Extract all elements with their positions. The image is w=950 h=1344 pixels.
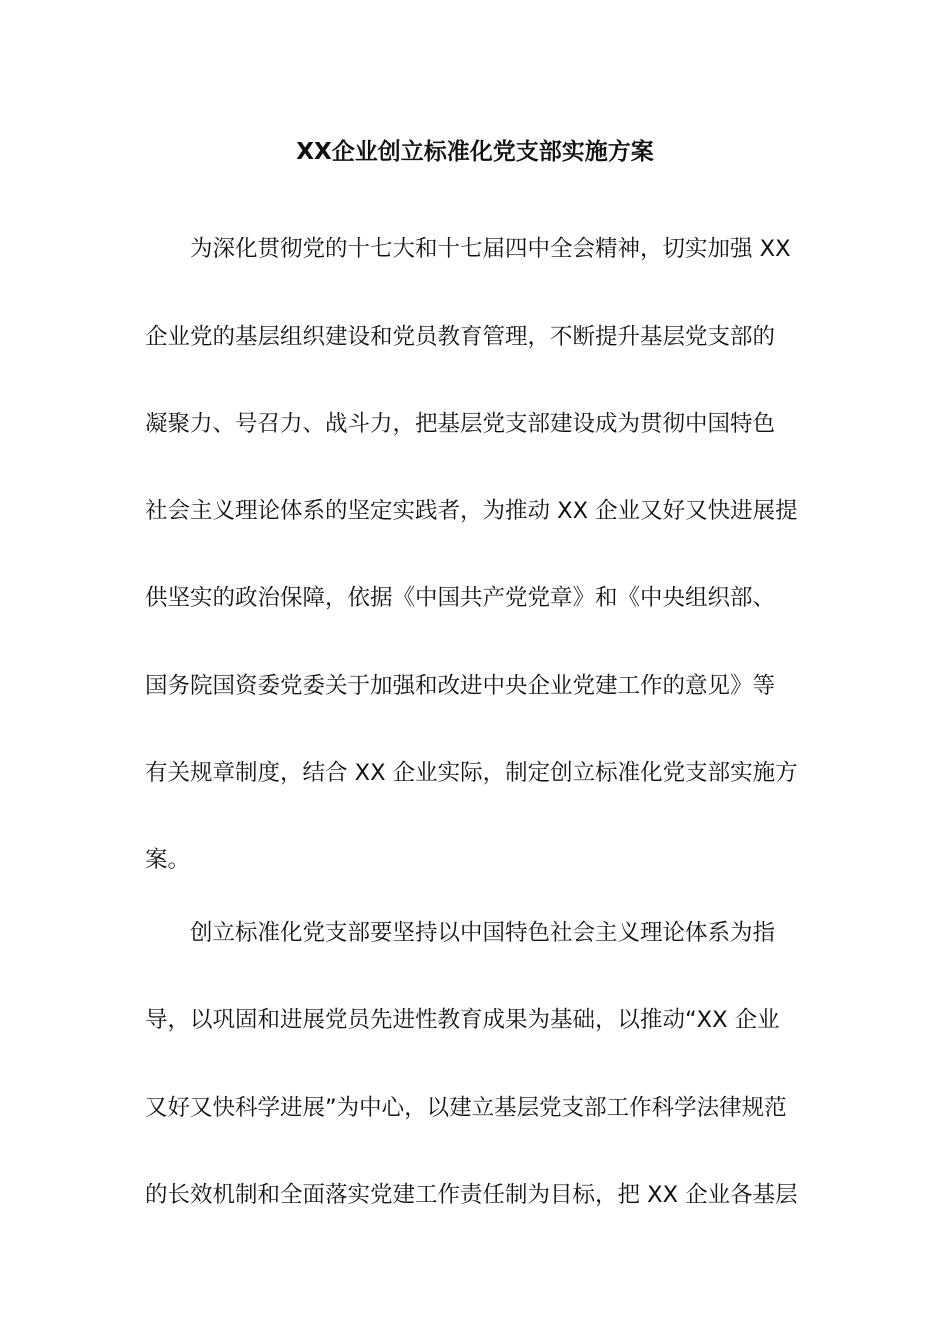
paragraph2-line-4: 的长效机制和全面落实党建工作责任制为目标，把 XX 企业各基层 — [145, 1182, 798, 1208]
paragraph1-line-5: 供坚实的政治保障，依据《中国共产党党章》和《中央组织部、 — [145, 585, 776, 611]
paragraph1-line-8: 案。 — [145, 847, 191, 873]
paragraph1-line-2: 企业党的基层组织建设和党员教育管理，不断提升基层党支部的 — [145, 324, 776, 350]
paragraph1-line-1: 为深化贯彻党的十七大和十七届四中全会精神，切实加强 XX — [190, 236, 791, 262]
document-title: XX企业创立标准化党支部实施方案 — [296, 139, 654, 165]
paragraph2-line-3: 又好又快科学进展”为中心，以建立基层党支部工作科学法律规范 — [145, 1095, 787, 1121]
paragraph2-line-1: 创立标准化党支部要坚持以中国特色社会主义理论体系为指 — [190, 920, 776, 946]
paragraph1-line-7: 有关规章制度，结合 XX 企业实际，制定创立标准化党支部实施方 — [145, 760, 798, 786]
paragraph1-line-6: 国务院国资委党委关于加强和改进中央企业党建工作的意见》等 — [145, 673, 776, 699]
paragraph2-line-2: 导，以巩固和进展党员先进性教育成果为基础，以推动“XX 企业 — [145, 1007, 780, 1033]
paragraph1-line-3: 凝聚力、号召力、战斗力，把基层党支部建设成为贯彻中国特色 — [145, 411, 776, 437]
paragraph1-line-4: 社会主义理论体系的坚定实践者，为推动 XX 企业又好又快进展提 — [145, 498, 798, 524]
